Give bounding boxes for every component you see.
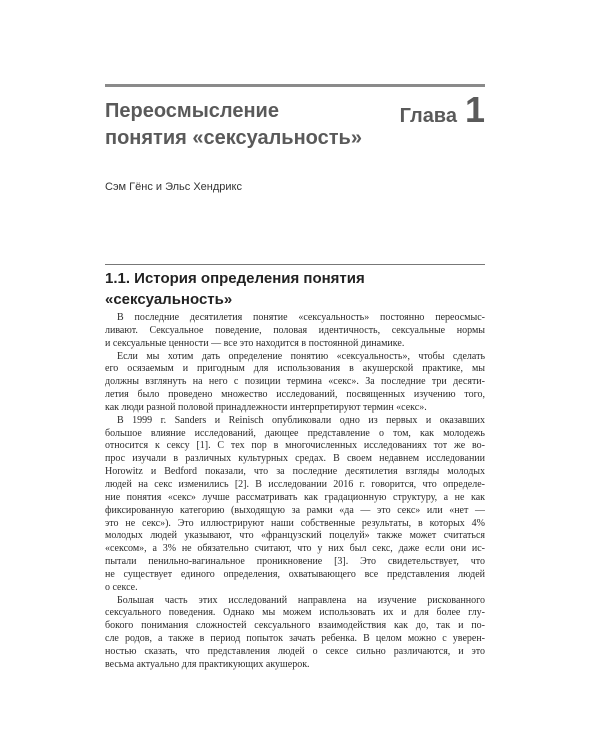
text-line: ностью сказать, что представления людей о сексе сильно различаются, и это <box>105 645 485 657</box>
text-line: это не секс»). Это иллюстрируют наши собственные результаты, в которых 4% <box>105 517 485 529</box>
text-line: о сексе. <box>105 581 138 593</box>
text-line: весьма актуально для практикующих акушерок. <box>105 658 310 670</box>
text-line: Horowitz и Bedford показали, что за последние десятилетия взгляды молодых <box>105 466 485 478</box>
text-line: прос изучали в различных культурных средах. В своем недавнем исследовании <box>105 453 485 465</box>
text-line: сексуального поведения. Однако мы можем использовать их и для более глу- <box>105 607 485 619</box>
section-title-line: «сексуальность» <box>105 291 233 308</box>
text-line: молодых людей указывают, что «французский поцелуй» также может считаться <box>105 530 485 542</box>
text-line: как люди разной половой принадлежности интерпретируют термин «секс». <box>105 401 427 413</box>
text-line: сле родов, а также в период попыток зачать ребенка. В целом можно с уверен- <box>105 633 485 645</box>
section-rule <box>105 264 485 265</box>
text-line: и сексуальные ценности — все это находится в постоянной динамике. <box>105 337 405 349</box>
text-line: В 1999 г. Sanders и Reinisch опубликовали одно из первых и оказавших <box>117 414 485 426</box>
text-line: должны взглянуть на него с позиции термина «секс». За последние три десяти- <box>105 376 485 388</box>
section-title-line: 1.1. История определения понятия <box>105 270 365 287</box>
top-rule <box>105 84 485 87</box>
text-line: пытали пенильно-вагинальное проникновение [3]. Это свидетельствует, что <box>105 556 485 568</box>
text-line: Если мы хотим дать определение понятию «сексуальность», чтобы сделать <box>117 350 485 362</box>
chapter-title-line: Переосмысление <box>105 100 279 122</box>
chapter-number: 1 <box>464 89 485 130</box>
text-line: бокого понимания сложностей сексуального взаимодействия как до, так и по- <box>105 620 485 632</box>
chapter-title <box>105 98 395 152</box>
text-line: летия было проведено множество исследований, посвященных изучению того, <box>105 389 485 401</box>
chapter-title-line: понятия «сексуальность» <box>105 127 362 149</box>
text-line: фиксированную категорию (выходящую за рамки «да — это секс» или «нет — <box>105 504 485 516</box>
chapter-word: Глава <box>399 105 457 127</box>
chapter-label <box>399 89 485 130</box>
text-line: ние понятия «секс» лучше рассматривать как градационную структуру, а не как <box>105 491 485 503</box>
text-line: «сексом», а 3% не обязательно считают, что у них был секс, даже если они ис- <box>105 543 485 555</box>
authors: Сэм Гёнс и Эльс Хендрикс <box>105 181 242 193</box>
text-line: Большая часть этих исследований направлена на изучение рискованного <box>117 594 485 606</box>
text-line: людей на секс изменились [2]. В исследовании 2016 г. говорится, что определе- <box>105 478 485 490</box>
text-line: В последние десятилетия понятие «сексуальность» постоянно переосмыс- <box>117 312 485 323</box>
text-line: ливают. Сексуальное поведение, половая идентичность, сексуальные нормы <box>105 324 485 336</box>
text-line: не существует единого определения, охватывающего все представления людей <box>105 568 485 580</box>
body-text <box>105 312 485 672</box>
text-line: относится к сексу [1]. С тех пор в многочисленных исследованиях тот же во- <box>105 440 485 452</box>
section-title <box>105 268 485 310</box>
text-line: большое влияние исследований, дающее представление о том, как молодежь <box>105 427 485 439</box>
text-line: его осязаемым и пригодным для использования в акушерской практике, мы <box>105 363 485 375</box>
